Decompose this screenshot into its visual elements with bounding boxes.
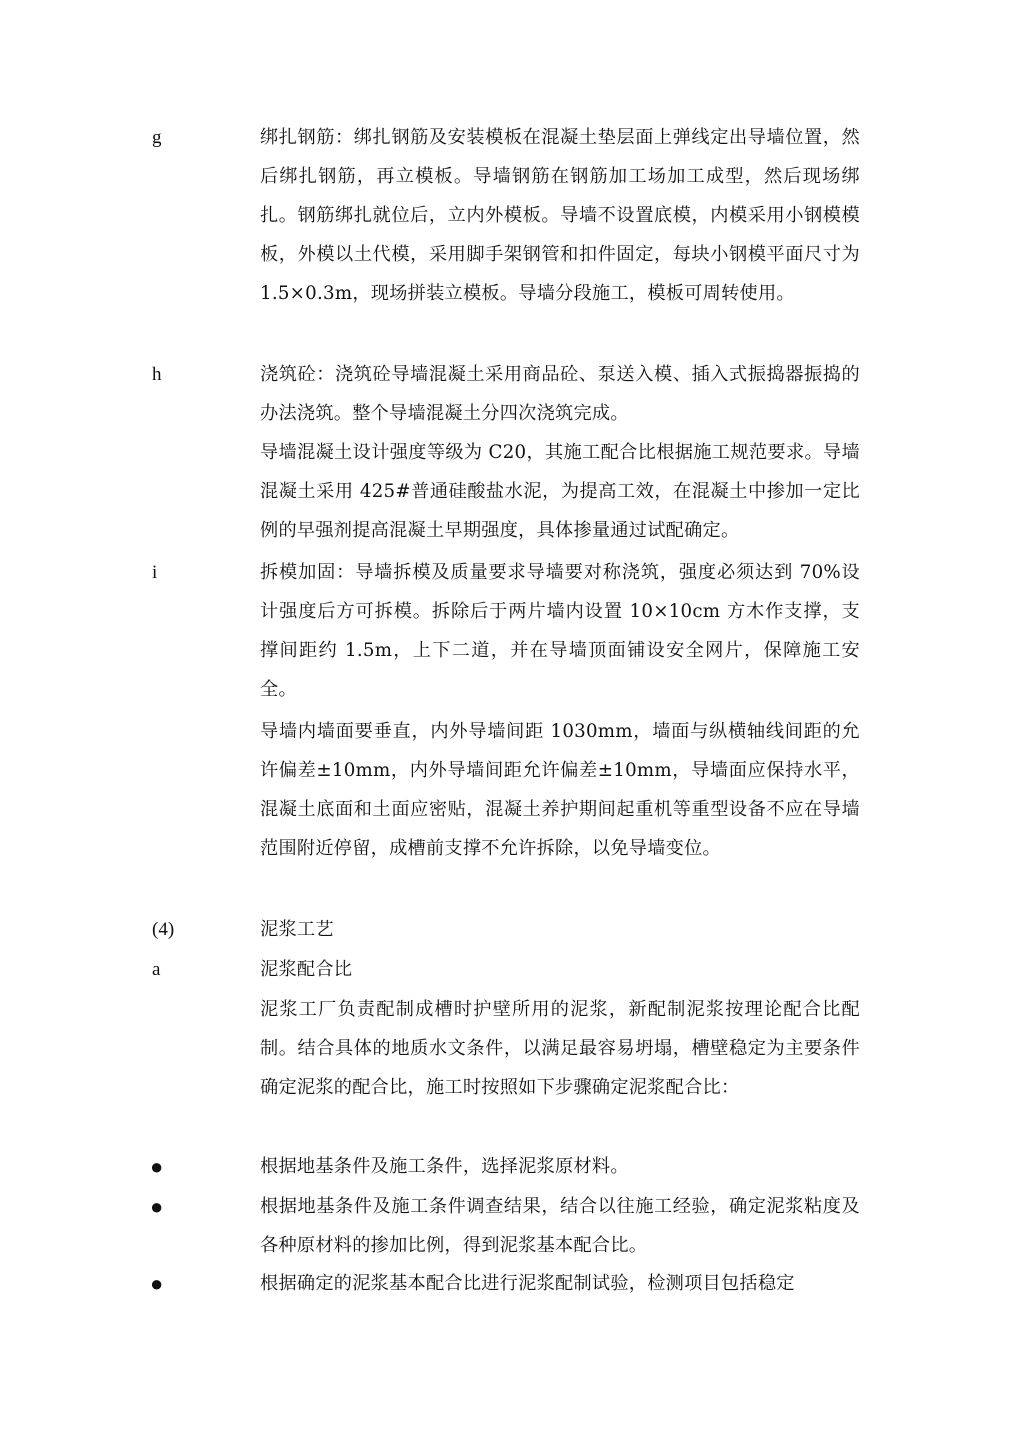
section-title: 泥浆工艺 [260, 919, 334, 940]
item-paragraph: 导墙内墙面要垂直，内外导墙间距 1030mm，墙面与纵横轴线间距的允许偏差±10mm，内外导墙间距允许偏差±10mm，导墙面应保持水平，混凝土底面和土面应密贴，混凝土养护期间起重机等重型设备不应在导墙范围附近停留，成槽前支撑不允许拆除，以免导墙变位。 [260, 721, 860, 859]
bullet-icon: ● [150, 1154, 164, 1179]
item-marker: g [152, 127, 162, 148]
item-marker [152, 990, 242, 1030]
item-title: 泥浆配合比 [260, 959, 353, 980]
section-marker: (4) [152, 919, 175, 940]
item-paragraph: 拆模加固：导墙拆模及质量要求导墙要对称浇筑，强度必须达到 70%设计强度后方可拆模。拆除后于两片墙内设置 10×10cm 方木作支撑，支撑间距约 1.5m，上下二道，并在导墙顶面铺设安全网片，保障施工安全。 [260, 562, 860, 700]
item-paragraph: 浇筑砼：浇筑砼导墙混凝土采用商品砼、泵送入模、插入式振捣器振捣的办法浇筑。整个导墙混凝土分四次浇筑完成。 [260, 364, 860, 424]
item-marker: i [152, 562, 158, 583]
item-paragraph: 泥浆工厂负责配制成槽时护壁所用的泥浆，新配制泥浆按理论配合比配制。结合具体的地质水文条件，以满足最容易坍塌，槽壁稳定为主要条件确定泥浆的配合比，施工时按照如下步骤确定泥浆配合比： [260, 999, 860, 1098]
bullet-text: 根据地基条件及施工条件调查结果，结合以往施工经验，确定泥浆粘度及各种原材料的掺加比例，得到泥浆基本配合比。 [260, 1196, 860, 1256]
item-marker: a [152, 959, 161, 980]
item-marker [152, 712, 242, 752]
bullet-text: 根据确定的泥浆基本配合比进行泥浆配制试验，检测项目包括稳定 [260, 1273, 795, 1294]
item-marker: h [152, 364, 162, 385]
bullet-icon: ● [150, 1194, 164, 1219]
bullet-icon: ● [150, 1271, 164, 1296]
bullet-text: 根据地基条件及施工条件，选择泥浆原材料。 [260, 1156, 629, 1177]
item-paragraph: 绑扎钢筋：绑扎钢筋及安装模板在混凝土垫层面上弹线定出导墙位置，然后绑扎钢筋，再立模板。导墙钢筋在钢筋加工场加工成型，然后现场绑扎。钢筋绑扎就位后，立内外模板。导墙不设置底模，内模采用小钢模模板，外模以土代模，采用脚手架钢管和扣件固定，每块小钢模平面尺寸为 1.5×0.3m，现场拼装立模板。导墙分段施工，模板可周转使用。 [260, 127, 860, 304]
item-marker [152, 433, 242, 473]
item-paragraph: 导墙混凝土设计强度等级为 C20，其施工配合比根据施工规范要求。导墙混凝土采用 425#普通硅酸盐水泥，为提高工效，在混凝土中掺加一定比例的早强剂提高混凝土早期强度，具体掺量通过试配确定。 [260, 442, 860, 541]
